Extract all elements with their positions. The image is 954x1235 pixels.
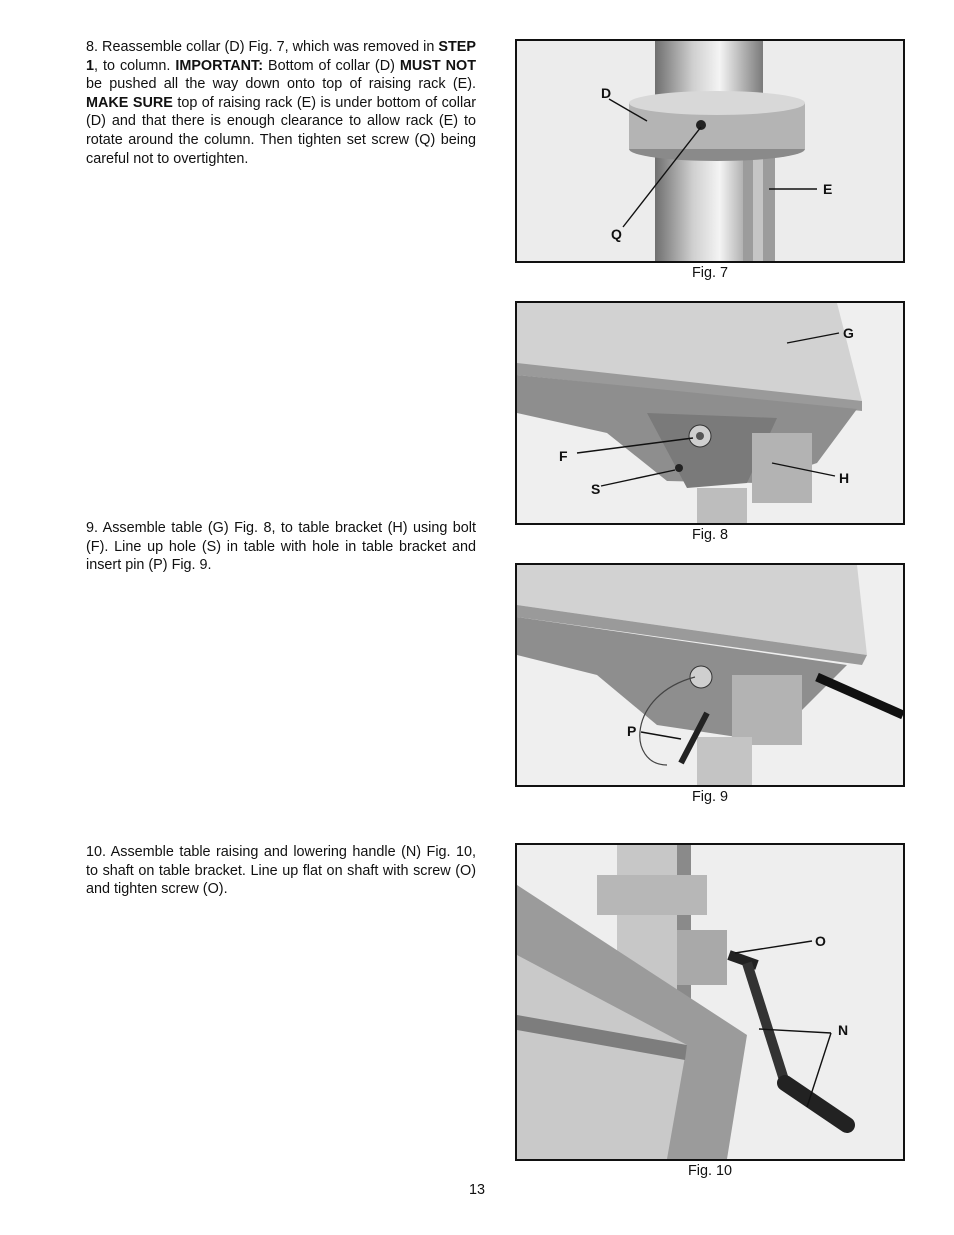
figure-10-caption: Fig. 10	[688, 1163, 732, 1179]
figure-8-caption: Fig. 8	[692, 527, 728, 543]
step-8-part: 8. Reassemble collar (D) Fig. 7, which was removed in	[86, 39, 439, 55]
step-8-bold-must-not: MUST NOT	[399, 57, 476, 74]
step-8-part: top of raising rack (E) is under bottom of collar (D) and that there is enough clearance to allow rack (E) to rotate around the column. Then tighten set screw (Q) being careful not to overtighten.	[86, 94, 476, 167]
fig7-label-d: D	[601, 85, 612, 101]
figure-10-illustration	[517, 845, 903, 1159]
figure-7-caption: Fig. 7	[692, 265, 728, 281]
figure-9-caption: Fig. 9	[692, 789, 728, 805]
fig8-label-f: F	[559, 448, 568, 464]
step-8-part: be pushed all the way down onto top of raising rack (E).	[86, 76, 476, 93]
fig8-label-h: H	[839, 470, 850, 486]
figure-8-photo	[515, 301, 905, 525]
step-8-part: Bottom of collar (D)	[263, 57, 400, 74]
fig7-label-q: Q	[611, 226, 622, 242]
step-8-bold-make-sure: MAKE SURE	[86, 94, 173, 111]
fig9-label-p: P	[627, 723, 637, 739]
figure-8-illustration	[517, 303, 903, 523]
fig8-label-g: G	[843, 325, 854, 341]
fig10-label-n: N	[838, 1022, 849, 1038]
step-10-text: 10. Assemble table raising and lowering handle (N) Fig. 10, to shaft on table bracket. Line up flat on shaft with screw (O) and tighten screw (O).	[86, 844, 476, 898]
step-8-bold-important: IMPORTANT:	[175, 57, 264, 74]
page-number: 13	[468, 1182, 485, 1198]
figure-9-illustration	[517, 565, 903, 785]
figure-7-illustration	[517, 41, 903, 261]
step-8-bold-step1: STEP 1	[86, 39, 476, 74]
step-9-text: 9. Assemble table (G) Fig. 8, to table bracket (H) using bolt (F). Line up hole (S) in table with hole in table bracket and insert pin (P) Fig. 9.	[86, 520, 476, 574]
fig8-label-s: S	[591, 481, 601, 497]
fig10-label-o: O	[815, 933, 826, 949]
figure-10-photo	[515, 843, 905, 1161]
step-8-part: , to column.	[94, 57, 176, 74]
fig7-label-e: E	[823, 181, 833, 197]
figure-7-photo	[515, 39, 905, 263]
figure-9-photo	[515, 563, 905, 787]
step-8-text	[86, 38, 476, 168]
